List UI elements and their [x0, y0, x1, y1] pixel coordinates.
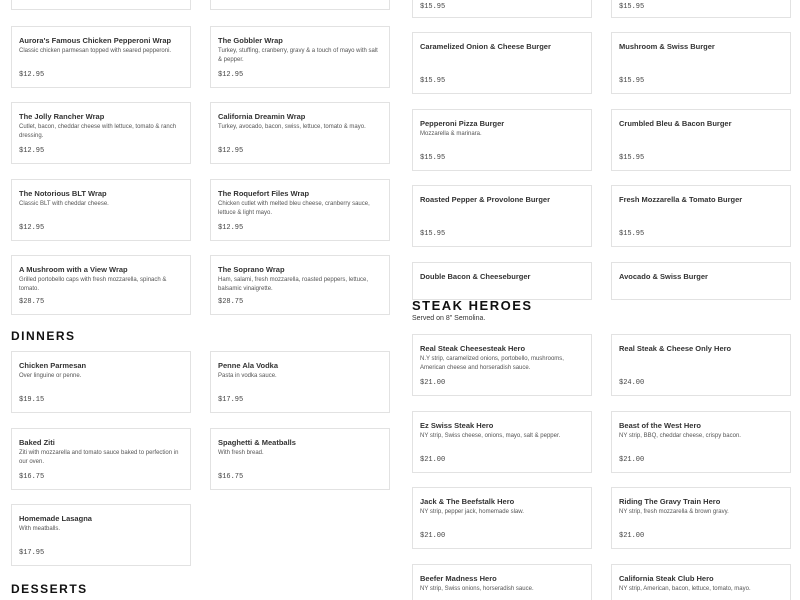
menu-item-card[interactable] — [412, 262, 592, 300]
item-price: $12.95 — [19, 71, 45, 79]
item-name: Spaghetti & Meatballs — [218, 438, 296, 447]
item-price: $28.75 — [218, 298, 244, 306]
menu-item-card[interactable] — [11, 102, 191, 164]
item-description: NY strip, BBQ, cheddar cheese, crispy bacon. — [619, 433, 741, 439]
menu-item-card[interactable] — [11, 351, 191, 413]
burger-card-partial-2[interactable] — [611, 0, 791, 18]
item-description: With fresh bread. — [218, 450, 264, 456]
item-description: Classic chicken parmesan topped with seared pepperoni. — [19, 48, 172, 54]
wrap-card-partial-2[interactable] — [210, 0, 390, 10]
item-name: The Soprano Wrap — [218, 265, 285, 274]
item-description: Cutlet, bacon, cheddar cheese with lettuce, tomato & ranch dressing. — [19, 124, 177, 139]
item-price: $12.95 — [218, 147, 244, 155]
price: $15.95 — [420, 3, 446, 11]
item-name: Homemade Lasagna — [19, 514, 92, 523]
menu-item-card[interactable] — [210, 428, 390, 490]
menu-item-card[interactable] — [412, 487, 592, 549]
item-description: Chicken cutlet with melted bleu cheese, cranberry sauce, lettuce & light mayo. — [218, 201, 370, 216]
section-subtitle: Served on 8" Semolina. — [412, 315, 486, 322]
menu-item-card[interactable] — [11, 255, 191, 315]
item-description: Turkey, stuffing, cranberry, gravy & a touch of mayo with salt & pepper. — [218, 48, 378, 63]
menu-item-card[interactable] — [611, 262, 791, 300]
item-name: Beast of the West Hero — [619, 421, 701, 430]
menu-item-card[interactable] — [210, 351, 390, 413]
menu-item-card[interactable] — [611, 109, 791, 171]
menu-item-card[interactable] — [611, 564, 791, 600]
item-price: $28.75 — [19, 298, 45, 306]
menu-item-card[interactable] — [210, 102, 390, 164]
menu-item-card[interactable] — [611, 411, 791, 473]
item-name: California Steak Club Hero — [619, 574, 714, 583]
item-name: Chicken Parmesan — [19, 361, 87, 370]
menu-item-card[interactable] — [412, 32, 592, 94]
item-description: Over linguine or penne. — [19, 373, 82, 379]
menu-item-card[interactable] — [210, 26, 390, 88]
item-name: Real Steak Cheesesteak Hero — [420, 344, 526, 353]
item-price: $21.00 — [619, 456, 645, 464]
item-name: The Jolly Rancher Wrap — [19, 112, 105, 121]
menu-item-card[interactable] — [611, 334, 791, 396]
item-name: Riding The Gravy Train Hero — [619, 497, 721, 506]
item-description: Turkey, avocado, bacon, swiss, lettuce, tomato & mayo. — [218, 124, 366, 130]
menu-item-card[interactable] — [210, 255, 390, 315]
section-title-steak-heroes: STEAK HEROES — [412, 298, 533, 313]
item-price: $17.95 — [218, 396, 244, 404]
item-name: The Roquefort Files Wrap — [218, 189, 310, 198]
menu-item-card[interactable] — [611, 185, 791, 247]
menu-item-card[interactable] — [412, 334, 592, 396]
menu-item-card[interactable] — [412, 411, 592, 473]
item-price: $16.75 — [218, 473, 244, 481]
item-name: Avocado & Swiss Burger — [619, 272, 708, 281]
section-title-desserts: DESSERTS — [11, 582, 88, 596]
item-name: Jack & The Beefstalk Hero — [420, 497, 515, 506]
section-title-dinners: DINNERS — [11, 329, 76, 343]
item-name: Pepperoni Pizza Burger — [420, 119, 505, 128]
item-price: $17.95 — [19, 549, 45, 557]
item-name: A Mushroom with a View Wrap — [19, 265, 128, 274]
menu-item-card[interactable] — [611, 487, 791, 549]
item-price: $12.95 — [218, 71, 244, 79]
item-name: The Notorious BLT Wrap — [19, 189, 107, 198]
menu-item-card[interactable] — [412, 564, 592, 600]
menu-item-card[interactable] — [412, 109, 592, 171]
item-price: $21.00 — [420, 532, 446, 540]
item-name: Aurora's Famous Chicken Pepperoni Wrap — [19, 36, 172, 45]
item-name: Roasted Pepper & Provolone Burger — [420, 195, 551, 204]
item-price: $12.95 — [19, 147, 45, 155]
item-name: Penne Ala Vodka — [218, 361, 279, 370]
item-price: $24.00 — [619, 379, 645, 387]
item-name: Double Bacon & Cheeseburger — [420, 272, 531, 281]
wrap-card-partial-1[interactable] — [11, 0, 191, 10]
item-price: $15.95 — [619, 154, 645, 162]
item-description: NY strip, pepper jack, homemade slaw. — [420, 509, 524, 515]
item-price: $12.95 — [218, 224, 244, 232]
item-description: NY strip, Swiss cheese, onions, mayo, salt & pepper. — [420, 433, 561, 439]
item-price: $16.75 — [19, 473, 45, 481]
item-price: $21.00 — [420, 456, 446, 464]
menu-item-card[interactable] — [11, 26, 191, 88]
item-price: $21.00 — [420, 379, 446, 387]
item-price: $15.95 — [619, 230, 645, 238]
item-description: Ziti with mozzarella and tomato sauce baked to perfection in our oven. — [19, 450, 179, 465]
item-description: NY strip, American, bacon, lettuce, tomato, mayo. — [619, 586, 751, 592]
item-name: Fresh Mozzarella & Tomato Burger — [619, 195, 743, 204]
item-price: $15.95 — [420, 154, 446, 162]
item-description: Mozzarella & marinara. — [420, 131, 482, 137]
item-name: Real Steak & Cheese Only Hero — [619, 344, 732, 353]
menu-item-card[interactable] — [11, 179, 191, 241]
item-description: Pasta in vodka sauce. — [218, 373, 277, 379]
item-description: NY strip, fresh mozzarella & brown gravy. — [619, 509, 729, 515]
item-price: $12.95 — [19, 224, 45, 232]
item-name: Beefer Madness Hero — [420, 574, 497, 583]
menu-item-card[interactable] — [611, 32, 791, 94]
item-description: Grilled portobello caps with fresh mozzarella, spinach & tomato. — [19, 277, 167, 292]
item-price: $19.15 — [19, 396, 45, 404]
menu-item-card[interactable] — [412, 185, 592, 247]
item-price: $15.95 — [420, 230, 446, 238]
item-name: Mushroom & Swiss Burger — [619, 42, 715, 51]
price: $15.95 — [619, 3, 645, 11]
item-price: $15.95 — [420, 77, 446, 85]
item-price: $15.95 — [619, 77, 645, 85]
item-price: $21.00 — [619, 532, 645, 540]
item-name: Baked Ziti — [19, 438, 55, 447]
item-name: Ez Swiss Steak Hero — [420, 421, 494, 430]
item-name: Crumbled Bleu & Bacon Burger — [619, 119, 732, 128]
item-description: NY strip, Swiss onions, horseradish sauce. — [420, 586, 534, 592]
item-description: Ham, salami, fresh mozzarella, roasted peppers, lettuce, balsamic vinaigrette. — [218, 277, 369, 292]
item-description: Classic BLT with cheddar cheese. — [19, 201, 109, 207]
item-name: California Dreamin Wrap — [218, 112, 306, 121]
menu-item-card[interactable] — [11, 428, 191, 490]
menu-item-card[interactable] — [210, 179, 390, 241]
item-name: The Gobbler Wrap — [218, 36, 283, 45]
item-description: N.Y strip, caramelized onions, portobello, mushrooms, American cheese and horseradish sauce. — [420, 356, 564, 371]
item-name: Caramelized Onion & Cheese Burger — [420, 42, 551, 51]
item-description: With meatballs. — [19, 526, 61, 532]
burger-card-partial-1[interactable] — [412, 0, 592, 18]
menu-item-card[interactable] — [11, 504, 191, 566]
